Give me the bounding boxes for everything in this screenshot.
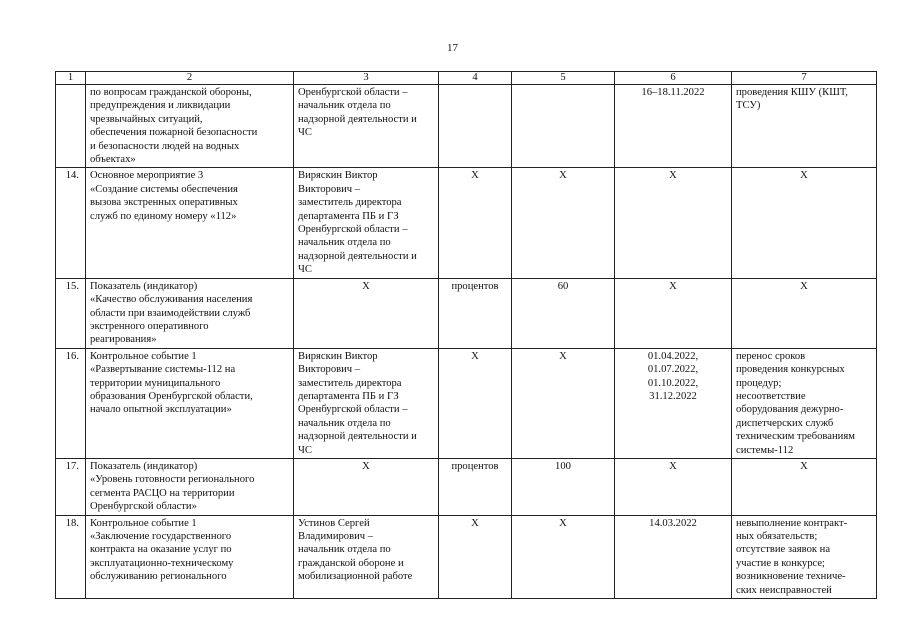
cell-line: 100 <box>555 460 571 472</box>
cell-line: отсутствие заявок на <box>736 544 831 556</box>
measure-name-cell <box>86 85 294 168</box>
cell-line: ЧС <box>298 444 312 456</box>
cell-line: «Развертывание системы-112 на <box>90 364 236 376</box>
cell-line: объектах» <box>90 154 136 166</box>
unit-cell <box>439 85 512 168</box>
risk-cell <box>732 85 877 168</box>
cell-line: Х <box>669 170 677 182</box>
cell-line: начальник отдела по <box>298 544 391 556</box>
cell-line: диспетчерских служб <box>736 417 834 429</box>
unit-cell <box>439 348 512 458</box>
value-cell <box>512 85 615 168</box>
risk-cell <box>732 278 877 348</box>
date-cell <box>615 85 732 168</box>
table-row <box>56 515 877 598</box>
cell-line: перенос сроков <box>736 350 806 362</box>
value-cell <box>512 515 615 598</box>
cell-line: по вопросам гражданской обороны, <box>90 87 252 98</box>
table-row <box>56 458 877 515</box>
header-cell: 1 <box>56 72 86 85</box>
cell-line: реагирования» <box>90 334 157 346</box>
cell-line: невыполнение контракт- <box>736 517 848 529</box>
measure-name-cell <box>86 348 294 458</box>
measure-name-cell <box>86 168 294 278</box>
header-cell: 5 <box>512 72 615 85</box>
cell-line: Х <box>471 170 479 182</box>
cell-line: служб по единому номеру «112» <box>90 210 237 222</box>
row-number-cell: 16. <box>56 348 86 458</box>
cell-line: Х <box>362 460 370 472</box>
cell-line: проведения конкурсных <box>736 364 845 376</box>
cell-line: Оренбургской области – <box>298 87 408 98</box>
cell-line: Викторович – <box>298 183 361 195</box>
cell-line: проведения КШУ (КШТ, <box>736 87 848 98</box>
cell-line: оборудования дежурно- <box>736 404 844 416</box>
date-cell <box>615 168 732 278</box>
unit-cell <box>439 278 512 348</box>
cell-line: возникновение техниче- <box>736 571 846 583</box>
cell-line: Виряскин Виктор <box>298 350 378 362</box>
cell-line: 14.03.2022 <box>649 517 697 529</box>
cell-line: предупреждения и ликвидации <box>90 100 231 112</box>
cell-line: департамента ПБ и ГЗ <box>298 210 399 222</box>
row-number-cell: 14. <box>56 168 86 278</box>
cell-line: 31.12.2022 <box>649 390 697 402</box>
cell-line: несоответствие <box>736 390 806 402</box>
cell-line: «Заключение государственного <box>90 531 232 542</box>
cell-line: процедур; <box>736 377 782 389</box>
cell-line: Х <box>559 350 567 362</box>
cell-line: обеспечения пожарной безопасности <box>90 127 258 139</box>
page-number: 17 <box>447 42 458 54</box>
cell-line: начальник отдела по <box>298 100 391 112</box>
cell-line: Оренбургской области» <box>90 501 197 513</box>
responsible-cell <box>294 278 439 348</box>
value-cell <box>512 278 615 348</box>
cell-line: 01.04.2022, <box>647 350 699 362</box>
cell-line: Показатель (индикатор) <box>90 280 198 292</box>
cell-line: Оренбургской области – <box>298 404 408 416</box>
value-cell <box>512 348 615 458</box>
row-number-cell: 15. <box>56 278 86 348</box>
header-cell: 3 <box>294 72 439 85</box>
cell-line: 01.10.2022, <box>647 377 699 389</box>
risk-cell <box>732 515 877 598</box>
cell-line: начальник отдела по <box>298 417 391 429</box>
cell-line: техническим требованиям <box>736 431 855 443</box>
header-cell: 7 <box>732 72 877 85</box>
row-number-cell <box>56 85 86 168</box>
cell-line: Устинов Сергей <box>298 517 370 529</box>
cell-line: мобилизационной работе <box>298 571 413 583</box>
cell-line: Х <box>471 517 479 529</box>
cell-line: Х <box>800 280 808 292</box>
cell-line: сегмента РАСЦО на территории <box>90 487 235 499</box>
cell-line: участие в конкурсе; <box>736 557 825 569</box>
cell-line: Показатель (индикатор) <box>90 460 198 472</box>
responsible-cell <box>294 168 439 278</box>
cell-line: заместитель директора <box>298 197 402 209</box>
cell-line: Викторович – <box>298 364 361 376</box>
table-row <box>56 348 877 458</box>
cell-line: 01.07.2022, <box>647 364 699 376</box>
cell-line: Х <box>800 170 808 182</box>
cell-line: процентов <box>451 280 499 292</box>
cell-line: Основное мероприятие 3 <box>90 170 204 182</box>
cell-line: Оренбургской области – <box>298 224 408 236</box>
cell-line: Х <box>559 170 567 182</box>
header-cell: 4 <box>439 72 512 85</box>
cell-line: Х <box>471 350 479 362</box>
cell-line: 60 <box>557 280 569 292</box>
cell-line: контракта на оказание услуг по <box>90 544 232 556</box>
cell-line: ЧС <box>298 264 312 276</box>
cell-line: Х <box>669 280 677 292</box>
unit-cell <box>439 515 512 598</box>
cell-line: «Уровень готовности регионального <box>90 474 255 486</box>
cell-line: и безопасности людей на водных <box>90 140 240 152</box>
responsible-cell <box>294 348 439 458</box>
row-number-cell: 17. <box>56 458 86 515</box>
date-cell <box>615 458 732 515</box>
cell-line: области при взаимодействии служб <box>90 307 251 319</box>
cell-line: Контрольное событие 1 <box>90 350 197 362</box>
cell-line: процентов <box>451 460 499 472</box>
table-row <box>56 278 877 348</box>
cell-line: Виряскин Виктор <box>298 170 378 182</box>
cell-line: обслуживанию регионального <box>90 571 227 583</box>
risk-cell <box>732 168 877 278</box>
risk-cell <box>732 348 877 458</box>
responsible-cell <box>294 85 439 168</box>
cell-line: ТСУ) <box>736 100 761 112</box>
row-number-cell: 18. <box>56 515 86 598</box>
cell-line: начало опытной эксплуатации» <box>90 404 232 416</box>
cell-line: ЧС <box>298 127 312 139</box>
measure-name-cell <box>86 458 294 515</box>
header-cell: 6 <box>615 72 732 85</box>
table-row <box>56 168 877 278</box>
cell-line: Х <box>362 280 370 292</box>
cell-line: вызова экстренных оперативных <box>90 197 238 209</box>
cell-line: ных обязательств; <box>736 531 818 542</box>
cell-line: эксплуатационно-техническому <box>90 557 234 569</box>
cell-line: надзорной деятельности и <box>298 113 417 125</box>
cell-line: «Качество обслуживания населения <box>90 294 253 306</box>
cell-line: надзорной деятельности и <box>298 431 417 443</box>
measure-name-cell <box>86 515 294 598</box>
cell-line: заместитель директора <box>298 377 402 389</box>
cell-line: образования Оренбургской области, <box>90 390 253 402</box>
cell-line: Х <box>559 517 567 529</box>
cell-line: гражданской обороне и <box>298 557 404 569</box>
cell-line: Х <box>669 460 677 472</box>
responsible-cell <box>294 515 439 598</box>
cell-line: Х <box>800 460 808 472</box>
header-cell: 2 <box>86 72 294 85</box>
date-cell <box>615 515 732 598</box>
risk-cell <box>732 458 877 515</box>
cell-line: департамента ПБ и ГЗ <box>298 390 399 402</box>
table-header-row <box>56 72 877 85</box>
date-cell <box>615 278 732 348</box>
cell-line: 16–18.11.2022 <box>641 87 705 98</box>
unit-cell <box>439 168 512 278</box>
cell-line: Владимирович – <box>298 531 374 542</box>
cell-line: территории муниципального <box>90 377 221 389</box>
responsible-cell <box>294 458 439 515</box>
cell-line: ских неисправностей <box>736 584 832 596</box>
cell-line: системы-112 <box>736 444 794 456</box>
measures-table <box>55 71 877 599</box>
cell-line: Контрольное событие 1 <box>90 517 197 529</box>
value-cell <box>512 458 615 515</box>
value-cell <box>512 168 615 278</box>
cell-line: начальник отдела по <box>298 237 391 249</box>
table-row <box>56 85 877 168</box>
cell-line: чрезвычайных ситуаций, <box>90 113 203 125</box>
unit-cell <box>439 458 512 515</box>
cell-line: «Создание системы обеспечения <box>90 183 238 195</box>
cell-line: экстренного оперативного <box>90 320 209 332</box>
measure-name-cell <box>86 278 294 348</box>
date-cell <box>615 348 732 458</box>
cell-line: надзорной деятельности и <box>298 250 417 262</box>
